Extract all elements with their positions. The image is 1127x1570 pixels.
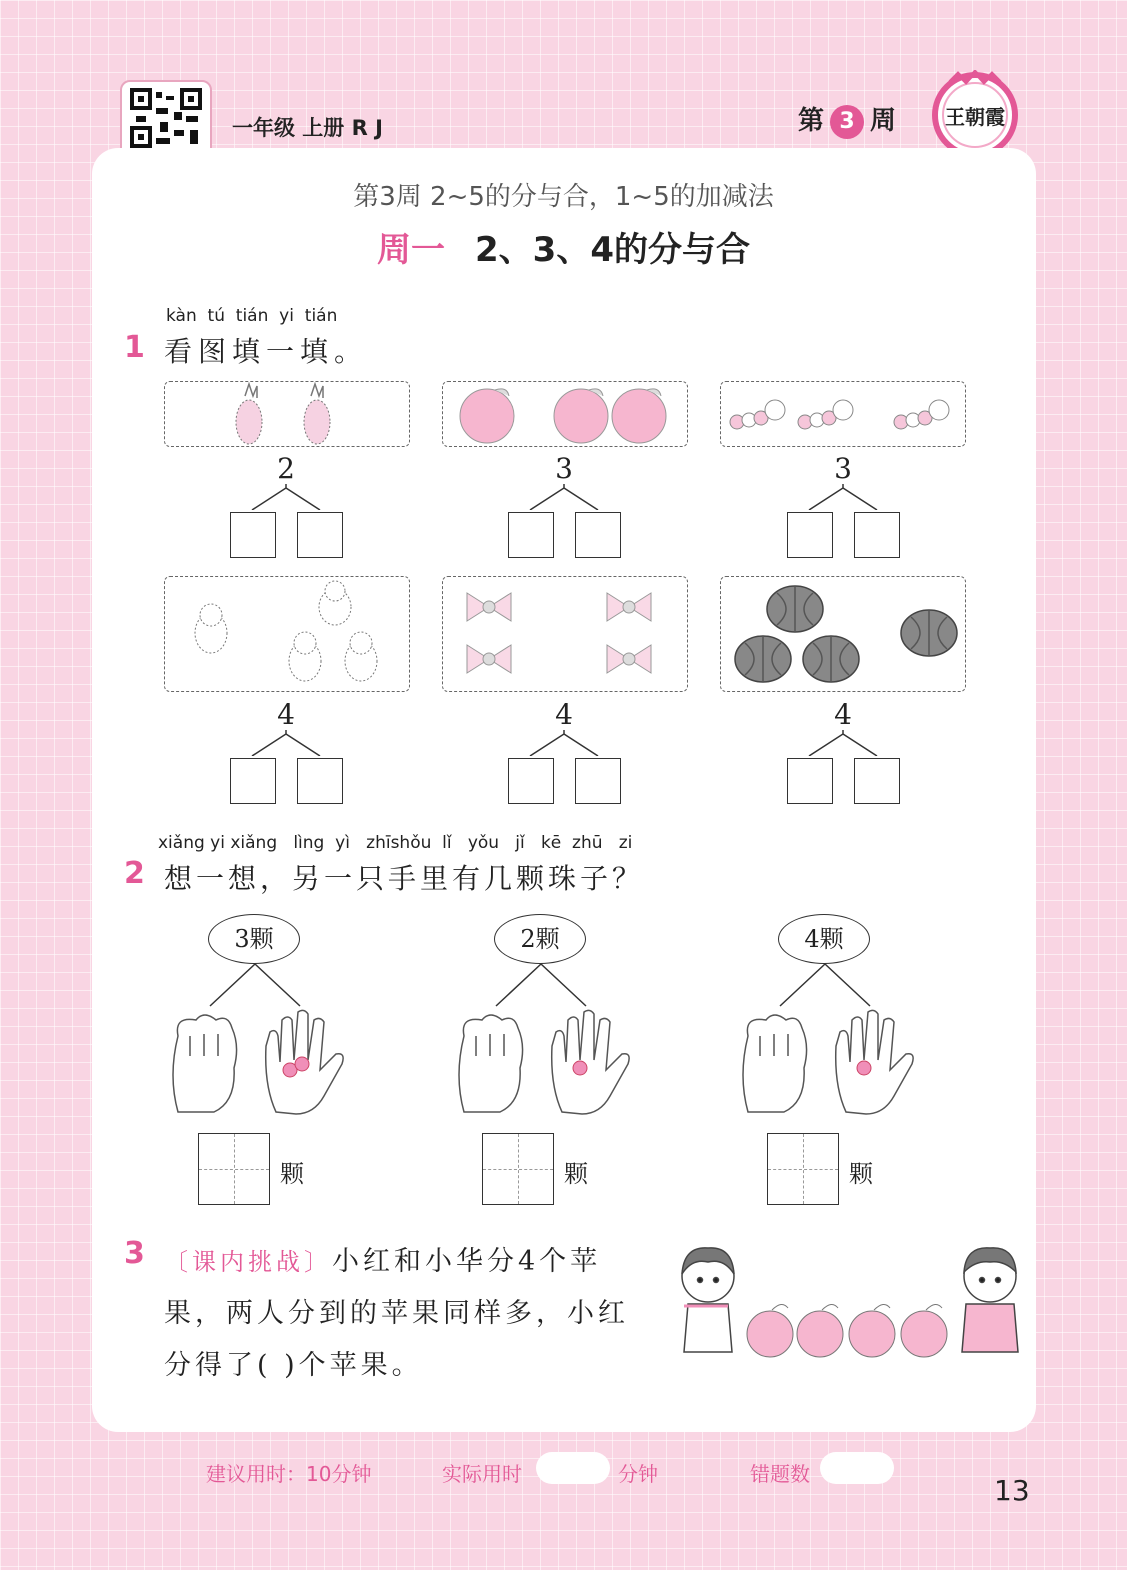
question-2-number: 2	[124, 856, 145, 891]
answer-box[interactable]	[230, 758, 276, 804]
question-2-text: 想一想，另一只手里有几颗珠子？	[164, 862, 645, 895]
open-hand-icon	[836, 1010, 913, 1114]
hands-illustration	[450, 1006, 640, 1118]
girl-icon	[682, 1248, 734, 1352]
unit-label: 颗	[280, 1160, 304, 1188]
answer-box[interactable]	[575, 512, 621, 558]
closed-fist-icon	[173, 1015, 237, 1112]
picture-box-caterpillars	[720, 381, 966, 447]
caterpillar-icon	[730, 400, 785, 429]
pineapple-icon	[304, 384, 330, 444]
bow-icon	[467, 645, 511, 673]
hands-illustration	[734, 1006, 924, 1118]
question-3-line-1	[164, 1236, 664, 1288]
picture-box-bows	[442, 576, 688, 692]
title-day: 周一	[377, 230, 445, 270]
bond-total: 2	[277, 452, 295, 485]
peach-icon	[612, 389, 666, 443]
answer-box[interactable]	[575, 758, 621, 804]
bond-total: 4	[834, 698, 852, 731]
split-lines	[486, 962, 596, 1008]
bond-total: 4	[555, 698, 573, 731]
week-indicator	[798, 100, 896, 139]
question-3-line-3[interactable]: 分得了( )个苹果。	[164, 1350, 423, 1381]
suggested-time: 建议用时：10分钟	[206, 1462, 372, 1486]
title-topic: 2、3、4的分与合	[475, 230, 750, 270]
answer-box[interactable]	[297, 758, 343, 804]
errors-label: 错题数	[750, 1462, 810, 1486]
caterpillar-icon	[798, 400, 853, 429]
unit-label: 颗	[849, 1160, 873, 1188]
bond-total: 3	[555, 452, 573, 485]
boy-icon	[962, 1248, 1018, 1352]
bond-total: 4	[277, 698, 295, 731]
bead-total-oval: 3颗	[208, 914, 300, 964]
children-apples-illustration	[674, 1240, 1024, 1364]
chick-icon	[289, 632, 321, 681]
errors-input[interactable]	[820, 1452, 894, 1484]
caterpillar-icon	[894, 400, 949, 429]
split-lines	[200, 962, 310, 1008]
bead-total-oval: 2颗	[494, 914, 586, 964]
bond-total: 3	[834, 452, 852, 485]
question-1-text: 看图填一填。	[164, 335, 369, 368]
watermelon-icon	[901, 610, 957, 656]
week-prefix: 第	[798, 106, 825, 136]
pineapple-icon	[236, 384, 262, 444]
answer-grid-box[interactable]	[198, 1133, 270, 1205]
page-subtitle: 第3周 2~5的分与合，1~5的加减法	[353, 182, 774, 212]
apple-icon	[901, 1304, 947, 1357]
bead-icon	[295, 1057, 309, 1071]
qr-code-icon	[130, 88, 202, 148]
bow-icon	[467, 593, 511, 621]
hands-illustration	[164, 1006, 354, 1118]
question-1-number: 1	[124, 330, 145, 365]
logo-text: 王朝霞	[945, 105, 1005, 129]
closed-fist-icon	[459, 1015, 523, 1112]
answer-grid-box[interactable]	[482, 1133, 554, 1205]
question-3-text	[164, 1236, 664, 1392]
answer-box[interactable]	[854, 758, 900, 804]
bead-icon	[573, 1061, 587, 1075]
answer-box[interactable]	[787, 512, 833, 558]
peach-icon	[554, 389, 608, 443]
closed-fist-icon	[743, 1015, 807, 1112]
grade-label: 一年级 上册 R J	[232, 116, 383, 140]
apple-icon	[797, 1304, 843, 1357]
page-title	[0, 222, 1127, 271]
question-3-line-2: 果，两人分到的苹果同样多，小红	[164, 1298, 629, 1329]
bow-icon	[607, 645, 651, 673]
answer-grid-box[interactable]	[767, 1133, 839, 1205]
challenge-tag: 〔课内挑战〕	[164, 1248, 332, 1276]
answer-box[interactable]	[297, 512, 343, 558]
picture-box-watermelons	[720, 576, 966, 692]
chick-icon	[345, 632, 377, 681]
watermelon-icon	[803, 636, 859, 682]
page-number: 13	[994, 1474, 1030, 1507]
minutes-label: 分钟	[618, 1462, 658, 1486]
question-3-number: 3	[124, 1236, 145, 1271]
answer-box[interactable]	[508, 512, 554, 558]
chick-icon	[195, 604, 227, 653]
picture-box-peaches	[442, 381, 688, 447]
question-1-pinyin: kàn tú tián yi tián	[166, 306, 338, 326]
answer-box[interactable]	[787, 758, 833, 804]
watermelon-icon	[735, 636, 791, 682]
answer-box[interactable]	[230, 512, 276, 558]
actual-time-label: 实际用时	[442, 1462, 522, 1486]
answer-box[interactable]	[854, 512, 900, 558]
actual-time-input[interactable]	[536, 1452, 610, 1484]
split-lines	[770, 962, 880, 1008]
bead-icon	[857, 1061, 871, 1075]
picture-box-chicks	[164, 576, 410, 692]
unit-label: 颗	[564, 1160, 588, 1188]
peach-icon	[460, 389, 514, 443]
watermelon-icon	[767, 586, 823, 632]
open-hand-icon	[552, 1010, 629, 1114]
picture-box-pineapples	[164, 381, 410, 447]
bead-total-oval: 4颗	[778, 914, 870, 964]
apple-icon	[747, 1304, 793, 1357]
bow-icon	[607, 593, 651, 621]
week-suffix: 周	[870, 106, 897, 136]
apple-icon	[849, 1304, 895, 1357]
answer-box[interactable]	[508, 758, 554, 804]
question-3-line-1-text: 小红和小华分4个苹	[332, 1246, 602, 1277]
week-number-badge: 3	[830, 105, 864, 139]
chick-icon	[319, 581, 351, 625]
question-2-pinyin: xiǎng yi xiǎng lìng yì zhīshǒu lǐ yǒu jǐ kē zhū zi	[158, 833, 633, 853]
